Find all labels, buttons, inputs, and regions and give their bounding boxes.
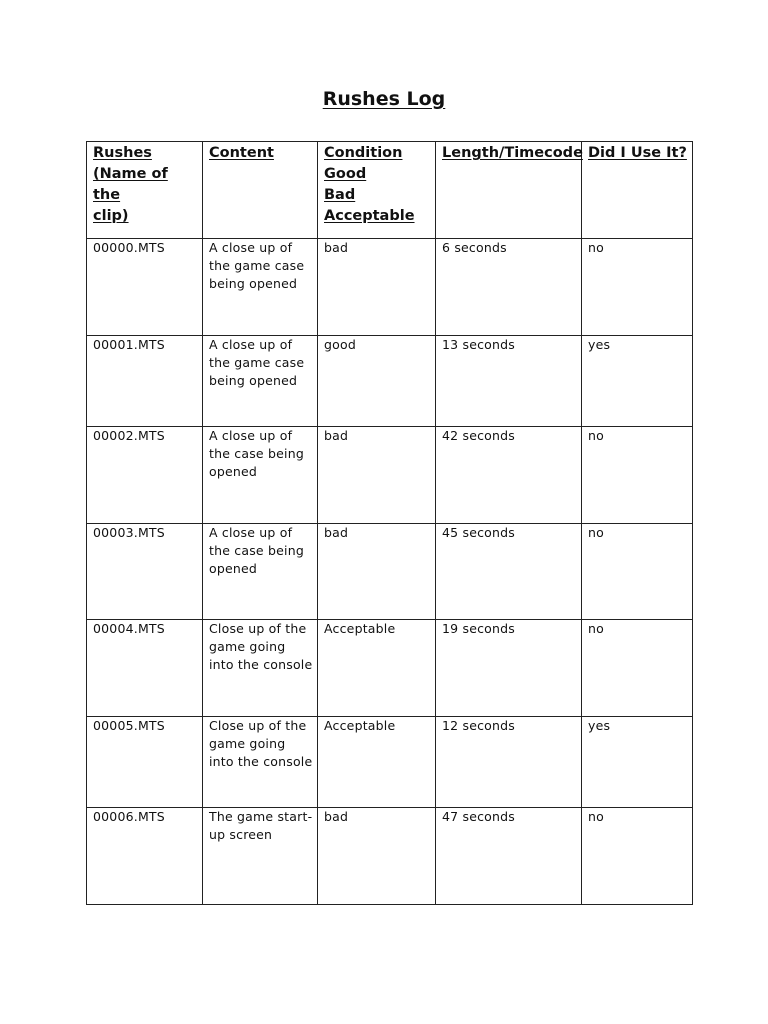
header-used — [582, 142, 693, 239]
header-rushes-line: Rushes — [93, 145, 152, 161]
cell-used: yes — [582, 336, 693, 427]
header-condition-line: Bad — [324, 187, 356, 203]
cell-content: The game start-up screen — [203, 808, 318, 905]
cell-rushes: 00003.MTS — [87, 524, 203, 620]
cell-content: A close up of the case being opened — [203, 427, 318, 524]
cell-length: 6 seconds — [436, 239, 582, 336]
cell-condition: bad — [318, 808, 436, 905]
cell-rushes: 00006.MTS — [87, 808, 203, 905]
cell-length: 19 seconds — [436, 620, 582, 717]
cell-used: yes — [582, 717, 693, 808]
cell-rushes: 00001.MTS — [87, 336, 203, 427]
cell-length: 47 seconds — [436, 808, 582, 905]
cell-condition: Acceptable — [318, 620, 436, 717]
cell-content: Close up of the game going into the console — [203, 620, 318, 717]
cell-condition: Acceptable — [318, 717, 436, 808]
table-row — [87, 808, 693, 905]
header-rushes-line: clip) — [93, 208, 129, 224]
header-content — [203, 142, 318, 239]
header-condition-line: Good — [324, 166, 367, 182]
cell-used: no — [582, 239, 693, 336]
cell-content: A close up of the case being opened — [203, 524, 318, 620]
table-row — [87, 239, 693, 336]
header-condition-line: Condition — [324, 145, 403, 161]
table-row — [87, 524, 693, 620]
table-row — [87, 336, 693, 427]
rushes-log-table — [86, 141, 693, 905]
cell-length: 13 seconds — [436, 336, 582, 427]
cell-length: 42 seconds — [436, 427, 582, 524]
table-row — [87, 620, 693, 717]
header-condition — [318, 142, 436, 239]
table-row — [87, 427, 693, 524]
cell-condition: bad — [318, 427, 436, 524]
header-content-line: Content — [209, 145, 274, 161]
cell-rushes: 00005.MTS — [87, 717, 203, 808]
cell-condition: bad — [318, 239, 436, 336]
cell-length: 12 seconds — [436, 717, 582, 808]
page-title: Rushes Log — [322, 88, 446, 110]
header-rushes-line: (Name of the — [93, 166, 168, 203]
cell-content: Close up of the game going into the console — [203, 717, 318, 808]
cell-used: no — [582, 427, 693, 524]
cell-rushes: 00004.MTS — [87, 620, 203, 717]
header-used-line: Did I Use It? — [588, 145, 687, 161]
cell-content: A close up of the game case being opened — [203, 239, 318, 336]
cell-condition: bad — [318, 524, 436, 620]
header-rushes — [87, 142, 203, 239]
cell-content: A close up of the game case being opened — [203, 336, 318, 427]
cell-used: no — [582, 620, 693, 717]
table-row — [87, 717, 693, 808]
header-condition-line: Acceptable — [324, 208, 415, 224]
cell-rushes: 00002.MTS — [87, 427, 203, 524]
header-length-line: Length/Timecode — [442, 145, 583, 161]
table-header-row — [87, 142, 693, 239]
cell-length: 45 seconds — [436, 524, 582, 620]
cell-rushes: 00000.MTS — [87, 239, 203, 336]
header-length — [436, 142, 582, 239]
cell-condition: good — [318, 336, 436, 427]
cell-used: no — [582, 524, 693, 620]
cell-used: no — [582, 808, 693, 905]
